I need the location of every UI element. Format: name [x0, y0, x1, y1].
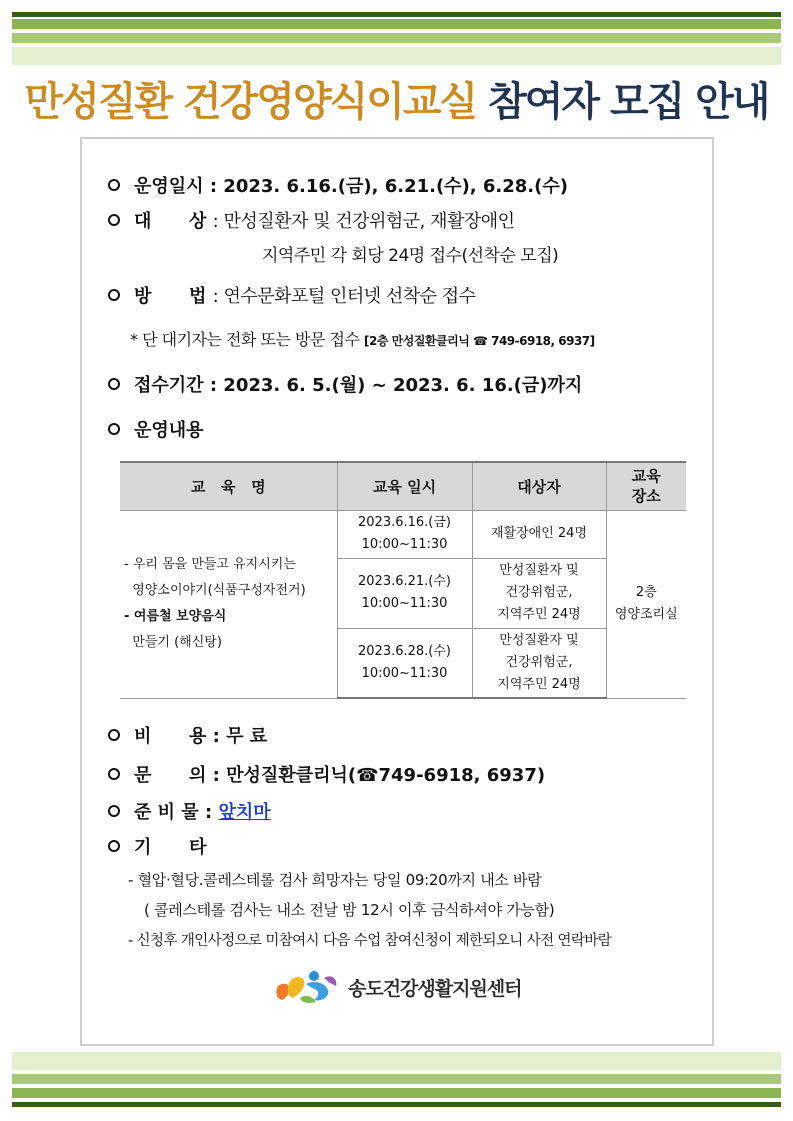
schedule-table	[120, 461, 686, 699]
supplies-colon: :	[204, 802, 219, 823]
course-line: 영양소이야기(식품구성자전거)	[124, 583, 306, 598]
row-etc	[108, 833, 206, 859]
target-value: : 만성질환자 및 건강위험군, 재활장애인	[212, 211, 515, 232]
logo-icon	[272, 968, 342, 1006]
course-line: 만들기 (해신탕)	[124, 635, 222, 650]
circle-bullet-icon	[108, 423, 120, 435]
bottom-stripe-mid	[12, 1074, 781, 1084]
table-header-row	[120, 462, 686, 510]
table-row	[120, 510, 686, 558]
session-target	[472, 510, 606, 558]
etc-note-2: ( 콜레스테롤 검사는 내소 전날 밤 12시 이후 금식하셔야 가능함)	[144, 901, 555, 919]
session-time: 10:00~11:30	[361, 596, 448, 611]
row-cost	[108, 722, 267, 748]
circle-bullet-icon	[108, 840, 120, 852]
method-note-text: * 단 대기자는 전화 또는 방문 접수	[130, 330, 360, 349]
place-line: 영양조리실	[614, 607, 678, 622]
header-target: 대상자	[472, 462, 606, 510]
cost-label: 비 용	[134, 726, 207, 747]
course-line: - 우리 몸을 만들고 유지시키는	[124, 557, 296, 572]
session-date: 2023.6.21.(수)	[358, 574, 451, 589]
logo-text: 송도건강생활지원센터	[348, 977, 522, 1000]
session-target	[472, 558, 606, 628]
circle-bullet-icon	[108, 289, 120, 301]
method-note	[130, 327, 595, 350]
header-date: 교육 일시	[337, 462, 472, 510]
session-time: 10:00~11:30	[361, 537, 448, 552]
session-target-line: 재활장애인 24명	[490, 526, 588, 541]
circle-bullet-icon	[108, 768, 120, 780]
target-label: 대 상	[134, 211, 207, 232]
row-inquiry	[108, 761, 545, 787]
inquiry-label: 문 의	[134, 765, 207, 786]
title-part2: 참여자 모집 안내	[488, 79, 769, 125]
circle-bullet-icon	[108, 179, 120, 191]
header-course: 교 육 명	[120, 462, 337, 510]
schedule-label: 운영일시	[134, 176, 204, 197]
bottom-stripe-light	[12, 1052, 781, 1070]
center-logo	[272, 968, 522, 1006]
row-method	[108, 282, 476, 308]
session-datetime	[337, 558, 472, 628]
period-value: : 2023. 6. 5.(월) ∼ 2023. 6. 16.(금)까지	[209, 375, 583, 396]
session-target-line: 만성질환자 및	[499, 563, 579, 578]
session-target-line: 지역주민 24명	[497, 607, 581, 622]
period-label: 접수기간	[134, 375, 204, 396]
row-period	[108, 371, 582, 397]
session-target-line: 건강위험군,	[505, 585, 573, 600]
session-target-line: 만성질환자 및	[499, 632, 579, 648]
method-label: 방 법	[134, 286, 207, 307]
session-datetime	[337, 510, 472, 558]
row-supplies	[108, 798, 271, 824]
method-value: : 연수문화포털 인터넷 선착순 접수	[212, 286, 476, 307]
etc-note-1: - 혈압·혈당.콜레스테롤 검사 희망자는 당일 09:20까지 내소 바람	[128, 871, 542, 889]
method-note-contact: [2층 만성질환클리닉 ☎ 749-6918, 6937]	[364, 334, 595, 348]
circle-bullet-icon	[108, 214, 120, 226]
top-stripe-light	[12, 47, 781, 65]
session-time: 10:00~11:30	[361, 665, 448, 681]
etc-note-3: - 신청후 개인사정으로 미참여시 다음 수업 참여신청이 제한되오니 사전 연락바람	[128, 933, 612, 949]
bottom-stripe-mid2	[12, 1088, 781, 1098]
title-part1: 만성질환 건강영양식이교실	[24, 79, 477, 125]
row-schedule	[108, 172, 568, 198]
course-cell	[120, 510, 337, 698]
header-place: 교육 장소	[606, 462, 686, 510]
session-target-line: 지역주민 24명	[497, 676, 581, 692]
place-cell	[606, 510, 686, 698]
top-stripe-mid	[12, 19, 781, 29]
circle-bullet-icon	[108, 729, 120, 741]
session-date: 2023.6.28.(수)	[358, 643, 451, 659]
cost-value: : 무 료	[212, 726, 268, 747]
session-date: 2023.6.16.(금)	[358, 515, 451, 530]
inquiry-value: : 만성질환클리닉(☎749-6918, 6937)	[212, 765, 546, 786]
etc-label: 기 타	[134, 837, 207, 858]
bottom-stripe-dark	[12, 1102, 781, 1107]
place-line: 2층	[635, 585, 657, 600]
course-line: - 여름철 보양음식	[124, 609, 227, 624]
top-stripe-mid2	[12, 33, 781, 43]
session-target-line: 건강위험군,	[505, 654, 573, 670]
circle-bullet-icon	[108, 378, 120, 390]
content-label: 운영내용	[134, 420, 204, 441]
supplies-label: 준 비 물	[134, 802, 199, 823]
target-value-line2: 지역주민 각 회당 24명 접수(선착순 모집)	[262, 246, 559, 266]
session-datetime	[337, 628, 472, 698]
circle-bullet-icon	[108, 805, 120, 817]
schedule-value: : 2023. 6.16.(금), 6.21.(수), 6.28.(수)	[209, 176, 568, 197]
row-target	[108, 207, 515, 233]
supplies-link[interactable]: 앞치마	[218, 802, 271, 823]
top-stripe-dark	[12, 12, 781, 17]
session-target	[472, 628, 606, 698]
row-content	[108, 416, 204, 442]
page-title	[0, 70, 793, 127]
